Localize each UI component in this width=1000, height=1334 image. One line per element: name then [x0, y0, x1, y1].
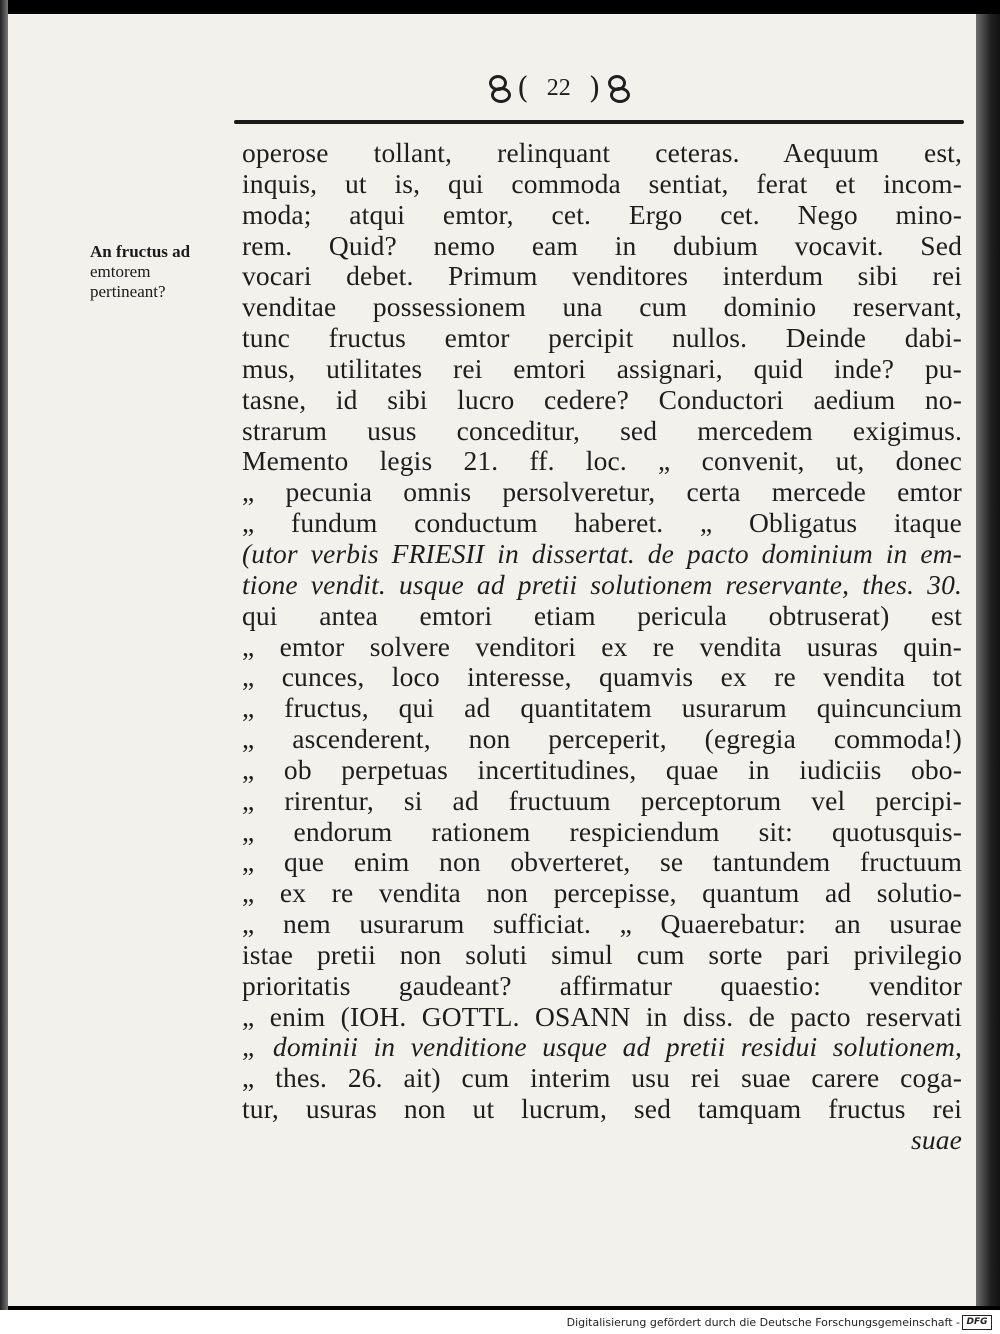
text-line: vocari debet. Primum venditores interdum sibi rei [242, 261, 962, 292]
dfg-logo: DFG [962, 1315, 992, 1330]
text-line: istae pretii non soluti simul cum sorte pari privilegio [242, 939, 962, 970]
digitization-credit: Digitalisierung gefördert durch die Deutsche Forschungsgemeinschaft - [566, 1316, 960, 1329]
page-number: 22 [546, 74, 571, 101]
text-line: venditae possessionem una cum dominio reservant, [242, 292, 962, 323]
text-line: „ dominii in venditione usque ad pretii residui solutionem, [242, 1032, 962, 1063]
text-line: „ ascenderent, non perceperit, (egregia commoda!) [242, 724, 962, 755]
text-line: „ enim (IOH. GOTTL. OSANN in diss. de pacto reservati [242, 1001, 962, 1032]
header-open-paren: ( [517, 70, 529, 106]
text-line: „ rirentur, si ad fructuum perceptorum vel percipi- [242, 785, 962, 816]
text-line: rem. Quid? nemo eam in dubium vocavit. Sed [242, 230, 962, 261]
text-line: tur, usuras non ut lucrum, sed tamquam fructus rei [242, 1094, 962, 1125]
margin-note-line: pertineant? [90, 282, 166, 301]
margin-note-line: An fructus ad [90, 242, 191, 261]
text-line: „ pecunia omnis persolveretur, certa mercede emtor [242, 477, 962, 508]
text-line: (utor verbis FRIESII in dissertat. de pacto dominium in em- [242, 538, 962, 569]
text-line: „ endorum rationem respiciendum sit: quotusquis- [242, 816, 962, 847]
text-line: „ que enim non obverteret, se tantundem fructuum [242, 847, 962, 878]
text-line: inquis, ut is, qui commoda sentiat, ferat et incom- [242, 168, 962, 199]
text-line: Memento legis 21. ff. loc. „ convenit, ut, donec [242, 446, 962, 477]
margin-note [90, 242, 230, 302]
ornament-right-icon [606, 73, 630, 103]
text-line: tunc fructus emtor percipit nullos. Deinde dabi- [242, 323, 962, 354]
body-text [242, 138, 962, 1156]
text-line: „ ex re vendita non percepisse, quantum ad solutio- [242, 878, 962, 909]
header-close-paren: ) [588, 70, 601, 106]
text-line: „ cunces, loco interesse, quamvis ex re vendita tot [242, 662, 962, 693]
book-left-edge [0, 0, 8, 1310]
book-spine [976, 14, 1000, 1306]
text-line: strarum usus conceditur, sed mercedem exigimus. [242, 415, 962, 446]
header-rule [234, 120, 964, 124]
text-line: tasne, id sibi lucro cedere? Conductori aedium no- [242, 384, 962, 415]
text-line: mus, utilitates rei emtori assignari, quid inde? pu- [242, 353, 962, 384]
text-line: operose tollant, relinquant ceteras. Aequum est, [242, 138, 962, 168]
text-line: moda; atqui emtor, cet. Ergo cet. Nego mino- [242, 199, 962, 230]
text-line: prioritatis gaudeant? affirmatur quaestio: venditor [242, 970, 962, 1001]
text-line: qui antea emtori etiam pericula obtruserat) est [242, 600, 962, 631]
text-line: „ emtor solvere venditori ex re vendita usuras quin- [242, 631, 962, 662]
ornament-left-icon [487, 73, 511, 103]
text-line: „ thes. 26. ait) cum interim usu rei suae carere coga- [242, 1063, 962, 1094]
text-line: „ fundum conductum haberet. „ Obligatus itaque [242, 508, 962, 539]
catchword: suae [910, 1125, 962, 1155]
text-line: tione vendit. usque ad pretii solutionem reservante, thes. 30. [242, 569, 962, 600]
text-line: „ ob perpetuas incertitudines, quae in iudiciis obo- [242, 754, 962, 785]
page-header [487, 68, 687, 108]
margin-note-line: emtorem [90, 262, 151, 281]
text-line: „ fructus, qui ad quantitatem usurarum quincuncium [242, 693, 962, 724]
text-line: „ nem usurarum sufficiat. „ Quaerebatur: an usurae [242, 909, 962, 940]
